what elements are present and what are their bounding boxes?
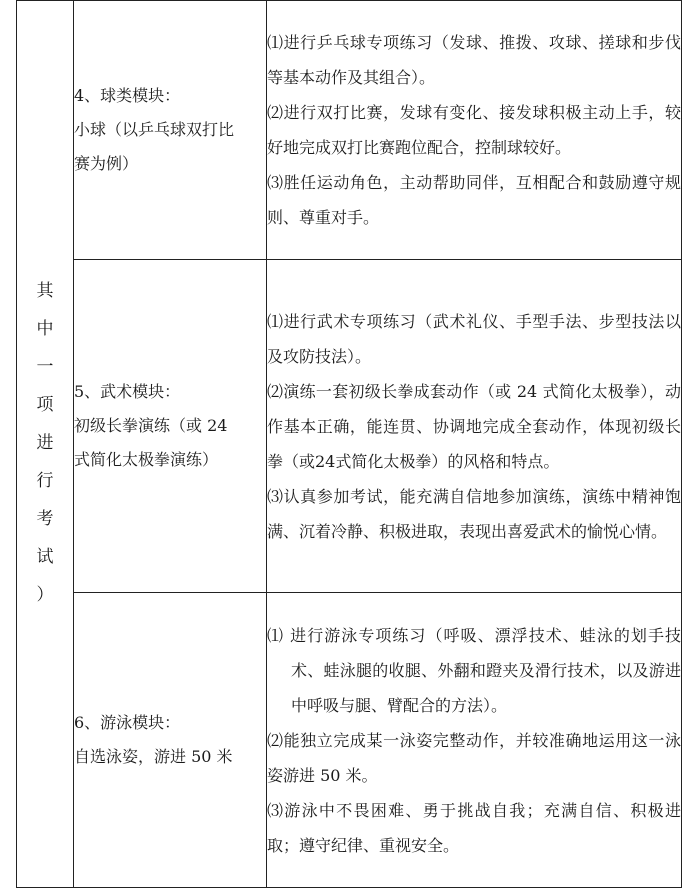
module-sub: 初级长拳演练（或 24 [74, 416, 228, 435]
side-label-cell [17, 1, 74, 888]
module-title: 5、武术模块： [74, 382, 181, 401]
table-row [17, 260, 682, 593]
side-char: 中 [36, 319, 54, 339]
side-char: 试 [36, 547, 54, 567]
module-cell-swimming [74, 593, 267, 888]
module-cell-ball [74, 1, 267, 260]
requirement-item: ⑶游泳中不畏困难、勇于挑战自我；充满自信、积极进取；遵守纪律、重视安全。 [267, 800, 681, 855]
requirements-cell-swimming [267, 593, 682, 888]
requirements-cell-ball [267, 1, 682, 260]
module-sub: 小球（以乒乓球双打比 [74, 120, 235, 139]
table-row [17, 1, 682, 260]
requirement-item: ⑶认真参加考试，能充满自信地参加演练，演练中精神饱满、沉着冷静、积极进取，表现出喜爱武术的愉悦心情。 [267, 486, 681, 541]
requirements-cell-wushu [267, 260, 682, 593]
side-char: 其 [36, 281, 54, 301]
side-char: 项 [36, 395, 54, 415]
side-label [17, 264, 73, 624]
requirement-item: ⑴进行乒乓球专项练习（发球、推拨、攻球、搓球和步伐等基本动作及其组合）。 [267, 33, 681, 87]
side-char: 一 [36, 357, 54, 377]
module-table [16, 0, 682, 888]
side-char: 进 [36, 433, 54, 453]
module-title: 4、球类模块： [74, 86, 181, 105]
module-title: 6、游泳模块： [74, 713, 181, 732]
side-char: 行 [36, 471, 54, 491]
requirement-item: ⑴ 进行游泳专项练习（呼吸、漂浮技术、蛙泳的划手技术、蛙泳腿的收腿、外翻和蹬夹及滑行技术，以及游进中呼吸与腿、臂配合的方法）。 [267, 625, 681, 715]
requirement-item: ⑵演练一套初级长拳成套动作（或 24 式简化太极拳），动作基本正确，能连贯、协调地完成全套动作，体现初级长拳（或24式简化太极拳）的风格和特点。 [267, 381, 681, 471]
module-sub: 式简化太极拳演练） [74, 450, 219, 469]
requirement-item: ⑶胜任运动角色，主动帮助同伴，互相配合和鼓励遵守规则、尊重对手。 [267, 173, 681, 227]
module-sub: 赛为例） [74, 154, 139, 173]
module-cell-wushu [74, 260, 267, 593]
side-char: 考 [36, 509, 54, 529]
requirement-item: ⑵能独立完成某一泳姿完整动作，并较准确地运用这一泳姿游进 50 米。 [267, 730, 681, 785]
requirement-item: ⑴进行武术专项练习（武术礼仪、手型手法、步型技法以及攻防技法）。 [267, 311, 681, 366]
side-char: ） [36, 585, 54, 605]
module-sub: 自选泳姿，游进 50 米 [74, 747, 233, 766]
table-row [17, 593, 682, 888]
requirement-item: ⑵进行双打比赛，发球有变化、接发球积极主动上手，较好地完成双打比赛跑位配合，控制球较好。 [267, 103, 681, 157]
